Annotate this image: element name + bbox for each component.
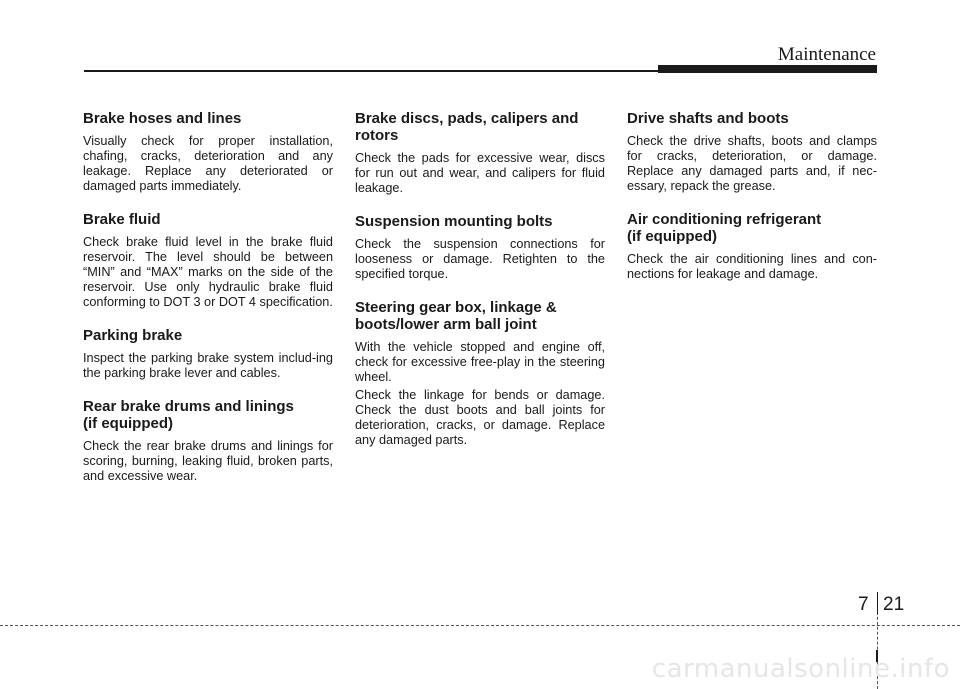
section-heading: Suspension mounting bolts (355, 213, 553, 230)
section-text: Check the pads for excessive wear, discs for run out and wear, and calipers for fluid leakage. (355, 151, 605, 195)
section-text: Check the rear brake drums and linings for scoring, burning, leaking fluid, broken parts, and excessive wear. (83, 439, 333, 483)
section-text: Check the air conditioning lines and con-nections for leakage and damage. (627, 252, 877, 281)
section-steering (355, 299, 605, 448)
watermark: carmanualsonline.info (651, 654, 950, 684)
column-left (83, 110, 333, 501)
header-rule (84, 70, 666, 72)
section-brake-discs (355, 110, 605, 196)
section-air-conditioning (627, 211, 877, 282)
section-heading: Brake discs, pads, calipers and rotors (355, 110, 579, 144)
section-text: With the vehicle stopped and engine off, check for excessive free-play in the steering wheel. (355, 340, 605, 384)
section-drive-shafts (627, 110, 877, 194)
section-heading: Brake hoses and lines (83, 110, 242, 127)
section-text: Inspect the parking brake system includ-ing the parking brake lever and cables. (83, 351, 333, 380)
section-heading: Steering gear box, linkage & boots/lower arm ball joint (355, 299, 557, 333)
column-right (627, 110, 877, 299)
chapter-number: 7 (858, 594, 869, 615)
section-text: Check the linkage for bends or damage. Check the dust boots and ball joints for deterioration, cracks, or damage. Replace any damaged parts. (355, 388, 605, 447)
section-brake-hoses (83, 110, 333, 194)
section-heading: Air conditioning refrigerant (if equipped) (627, 211, 822, 245)
section-text: Check the suspension connections for looseness or damage. Retighten to the specified torque. (355, 237, 605, 281)
header-title: Maintenance (777, 44, 876, 65)
header-bar (658, 65, 877, 73)
section-suspension (355, 213, 605, 282)
footer-rule (0, 625, 960, 626)
page-number: 21 (883, 594, 905, 615)
section-rear-brake-drums (83, 398, 333, 484)
section-text: Check the drive shafts, boots and clamps for cracks, deterioration, or damage. Replace any damaged parts and, if nec-essary, repack the grease. (627, 134, 877, 193)
section-text: Check brake fluid level in the brake fluid reservoir. The level should be between “MIN” and “MAX” marks on the side of the reservoir. Use only hydraulic brake fluid conforming to DOT 3 or DOT 4 specification. (83, 235, 333, 309)
section-text: Visually check for proper installation, chafing, cracks, deterioration and any leakage. Replace any deteriorated or damaged parts immediately. (83, 134, 333, 193)
column-middle (355, 110, 605, 465)
section-brake-fluid (83, 211, 333, 310)
page-number-separator (877, 592, 878, 614)
section-heading: Drive shafts and boots (627, 110, 789, 127)
section-heading: Brake fluid (83, 211, 161, 228)
section-heading: Rear brake drums and linings (if equipped) (83, 398, 294, 432)
section-parking-brake (83, 327, 333, 381)
section-heading: Parking brake (83, 327, 183, 344)
